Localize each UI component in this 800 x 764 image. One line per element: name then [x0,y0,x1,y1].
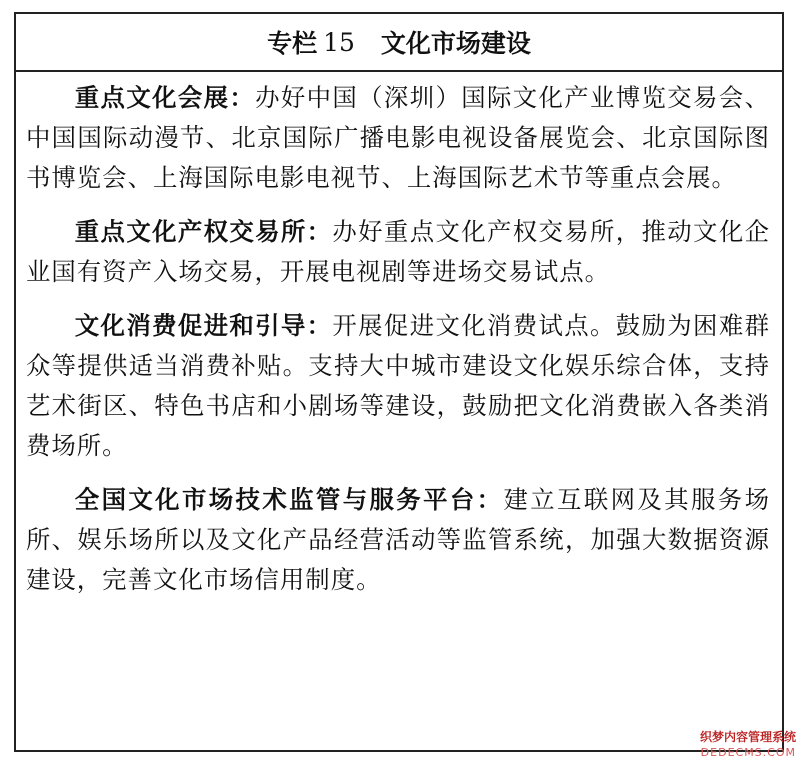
column-number: 15 [323,27,355,57]
section-lead: 重点文化产权交易所： [74,217,333,246]
section-lead: 重点文化会展： [74,83,256,112]
section-exhibitions [26,78,770,198]
column-body [16,72,782,600]
section-text: 建立互联网及其服务场所、娱乐场所以及文化产品经营活动等监管系统，加强大数据资源建设，完善文化市场信用制度。 [26,485,770,594]
section-consumption [26,306,770,466]
column-title: 文化市场建设 [380,29,531,58]
section-text: 办好重点文化产权交易所，推动文化企业国有资产入场交易，开展电视剧等进场交易试点。 [26,217,770,286]
section-text: 开展促进文化消费试点。鼓励为困难群众等提供适当消费补贴。支持大中城市建设文化娱乐综合体，支持艺术街区、特色书店和小剧场等建设，鼓励把文化消费嵌入各类消费场所。 [26,311,770,460]
watermark-line1: 织梦内容管理系统 [699,730,796,744]
section-regulation-platform [26,480,770,600]
column-panel [14,12,784,752]
watermark-line2: DEDECMS.COM [700,746,796,759]
column-label: 专栏 [267,29,318,58]
column-header [16,14,782,72]
watermark [700,730,796,760]
section-lead: 文化消费促进和引导： [74,311,333,340]
section-text: 办好中国（深圳）国际文化产业博览交易会、中国国际动漫节、北京国际广播电影电视设备展览会、北京国际图书博览会、上海国际电影电视节、上海国际艺术节等重点会展。 [26,83,770,192]
section-lead: 全国文化市场技术监管与服务平台： [74,485,504,514]
section-property-exchange [26,212,770,292]
